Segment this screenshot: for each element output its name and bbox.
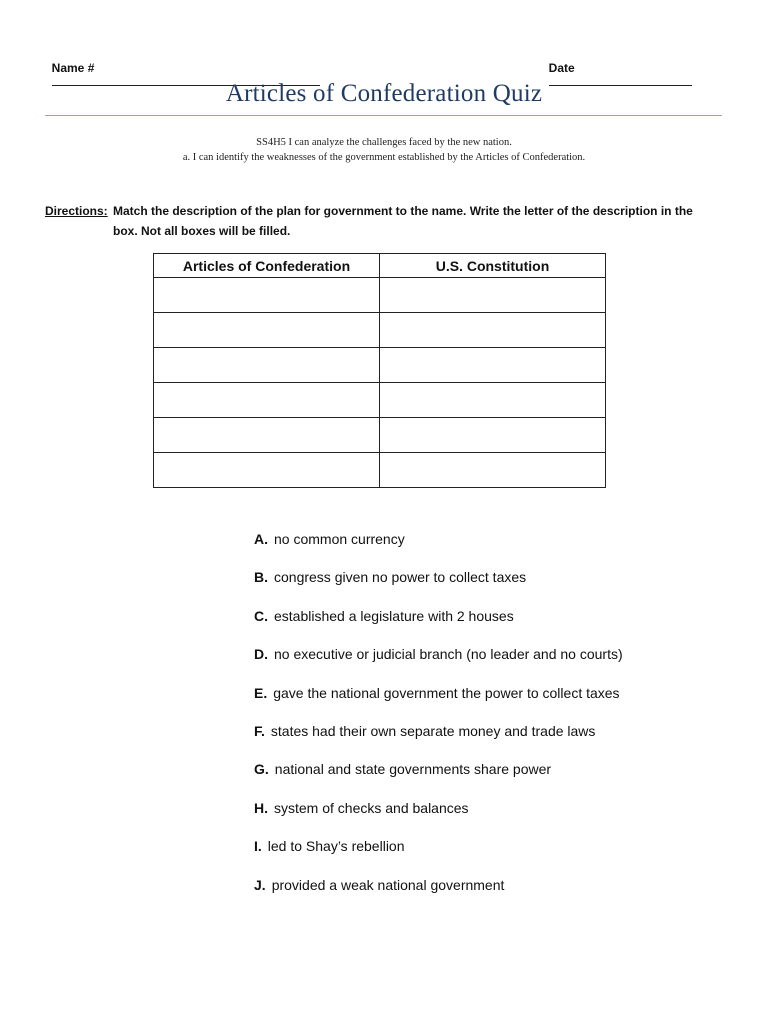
option-text: no executive or judicial branch (no leader and no courts)	[274, 646, 623, 663]
option-text: led to Shay’s rebellion	[267, 838, 405, 855]
option-letter: I.	[254, 838, 262, 855]
option-h	[254, 795, 623, 833]
table-header-row	[154, 254, 606, 278]
answer-box-constitution[interactable]	[380, 453, 606, 488]
answer-box-articles[interactable]	[154, 418, 380, 453]
date-label: Date	[548, 61, 575, 75]
answer-box-constitution[interactable]	[380, 418, 606, 453]
option-letter: F.	[254, 722, 265, 739]
option-e	[254, 680, 623, 718]
option-text: provided a weak national government	[271, 876, 505, 893]
option-d	[254, 641, 623, 679]
directions-label: Directions:	[45, 204, 108, 218]
answer-box-articles[interactable]	[154, 313, 380, 348]
option-text: established a legislature with 2 houses	[274, 607, 514, 624]
option-j	[254, 872, 623, 910]
option-text: system of checks and balances	[274, 799, 469, 816]
answer-box-constitution[interactable]	[380, 383, 606, 418]
option-letter: H.	[254, 799, 268, 816]
option-i	[254, 833, 623, 871]
option-text: gave the national government the power to collect taxes	[273, 684, 620, 701]
option-letter: G.	[254, 761, 269, 778]
answer-box-constitution[interactable]	[380, 278, 606, 313]
option-text: national and state governments share power	[274, 761, 552, 778]
table-row	[154, 278, 606, 313]
option-a	[254, 526, 623, 564]
title-divider	[45, 115, 722, 116]
standard-line-1: SS4H5 I can analyze the challenges faced by the new nation.	[256, 137, 512, 148]
column-header-constitution: U.S. Constitution	[380, 254, 606, 278]
answer-box-articles[interactable]	[154, 348, 380, 383]
answer-box-articles[interactable]	[154, 383, 380, 418]
option-f	[254, 718, 623, 756]
directions-text-2: box. Not all boxes will be filled.	[113, 224, 291, 238]
answer-options	[254, 526, 623, 910]
option-c	[254, 603, 623, 641]
table-row	[154, 348, 606, 383]
option-letter: D.	[254, 646, 268, 663]
directions	[45, 201, 725, 241]
name-label: Name #	[51, 61, 95, 75]
directions-line-1	[45, 201, 725, 221]
standard-line-2: a. I can identify the weaknesses of the government established by the Articles of Confederation.	[182, 152, 586, 163]
option-g	[254, 756, 623, 794]
matching-table	[153, 253, 606, 488]
answer-box-constitution[interactable]	[380, 348, 606, 383]
table-row	[154, 453, 606, 488]
directions-text-1: Match the description of the plan for government to the name. Write the letter of the description in the	[113, 204, 693, 218]
option-letter: A.	[254, 531, 268, 547]
option-text: no common currency	[274, 531, 405, 547]
table-row	[154, 418, 606, 453]
table-row	[154, 313, 606, 348]
answer-box-constitution[interactable]	[380, 313, 606, 348]
option-letter: E.	[254, 684, 268, 701]
option-b	[254, 564, 623, 602]
answer-box-articles[interactable]	[154, 278, 380, 313]
page-title: Articles of Confederation Quiz	[225, 80, 543, 107]
option-letter: B.	[254, 569, 268, 586]
table-row	[154, 383, 606, 418]
option-letter: J.	[254, 876, 266, 893]
option-text: states had their own separate money and trade laws	[270, 722, 596, 739]
option-text: congress given no power to collect taxes	[274, 569, 527, 586]
option-letter: C.	[254, 607, 268, 624]
answer-box-articles[interactable]	[154, 453, 380, 488]
column-header-articles: Articles of Confederation	[154, 254, 380, 278]
